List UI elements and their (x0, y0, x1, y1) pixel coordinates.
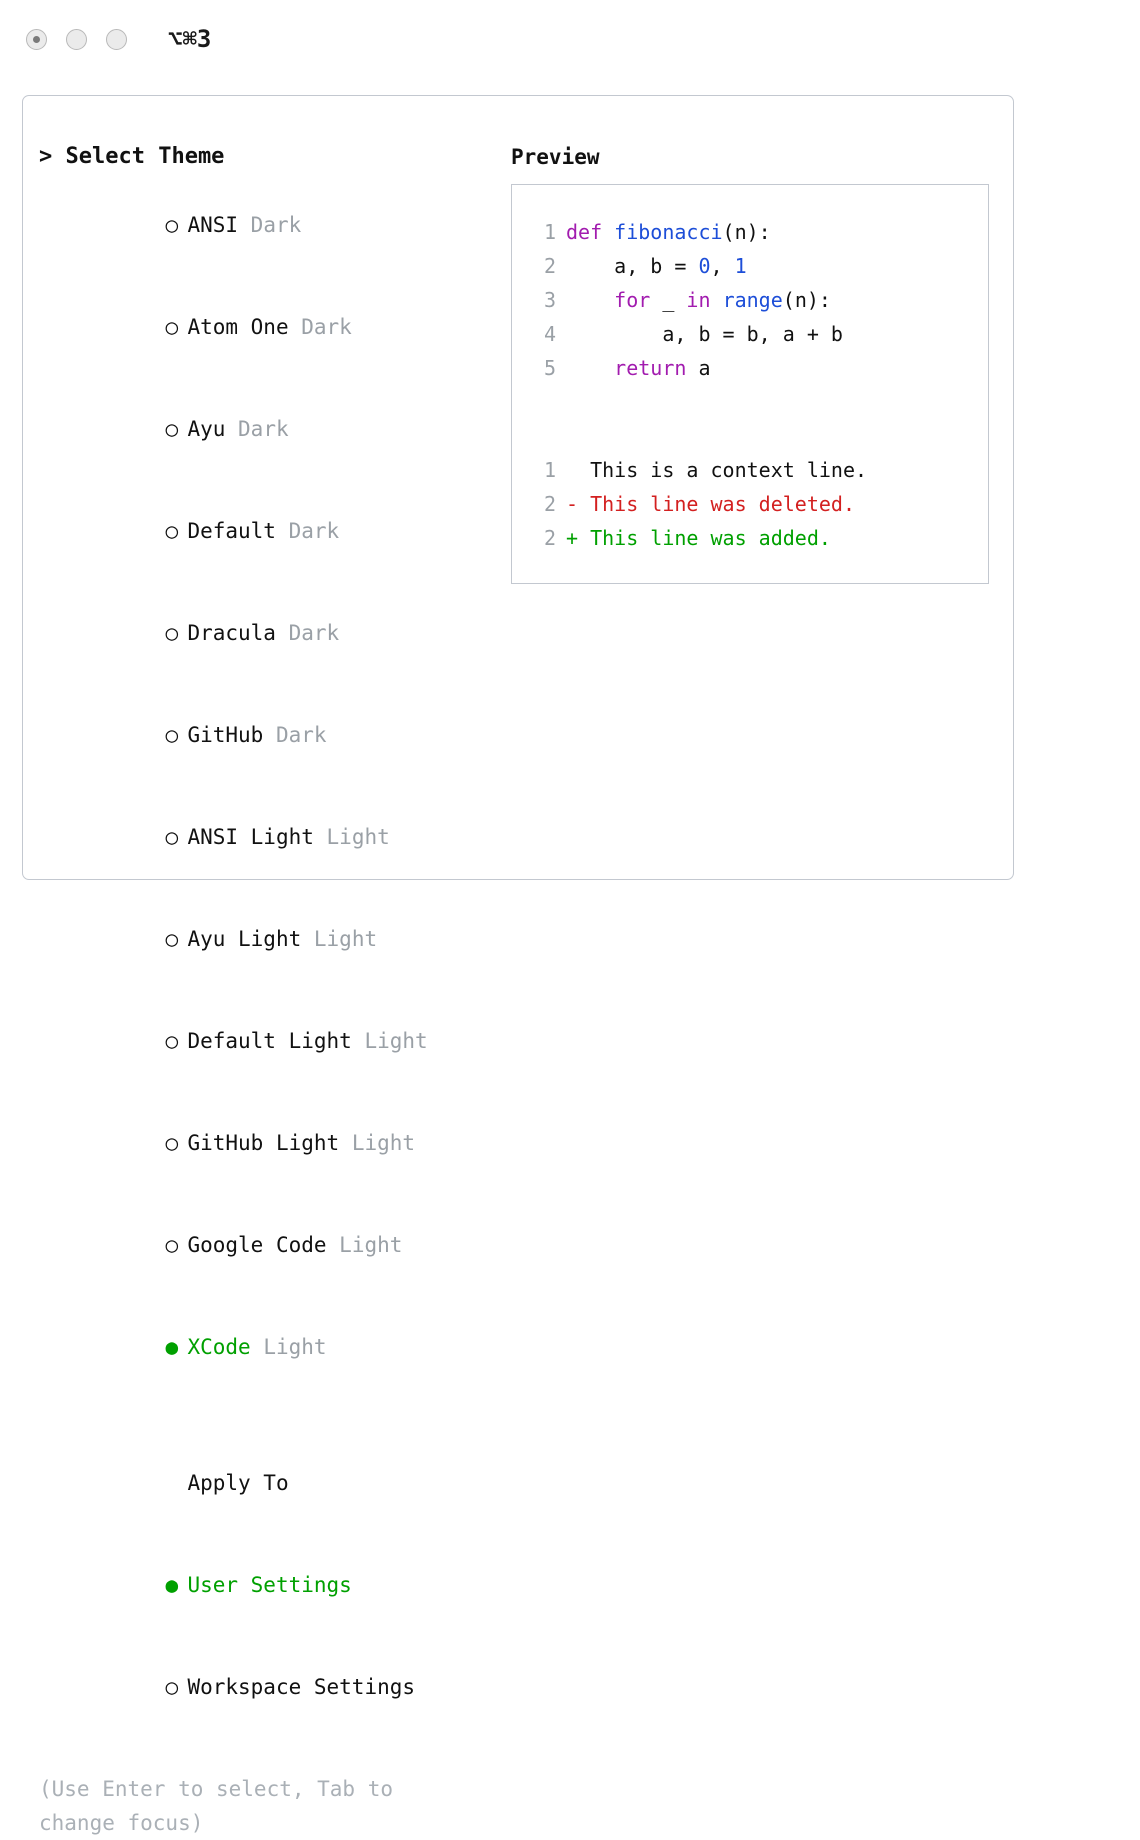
code-token: 0 (698, 254, 711, 278)
code-token: a, b = b, a + b (566, 322, 843, 346)
diff-sign: - (566, 492, 579, 516)
preview-spacer (530, 385, 988, 419)
radio-selected-icon: ● (165, 1573, 179, 1597)
diff-text: This line was added. (578, 526, 831, 550)
main-panel (22, 95, 1014, 1835)
apply-to-option-label: User Settings (187, 1573, 352, 1597)
theme-variant: Dark (250, 213, 302, 237)
theme-variant: Dark (238, 417, 289, 441)
code-token: def (566, 220, 615, 244)
close-dot-icon[interactable] (26, 29, 47, 50)
code-token: in (686, 288, 711, 312)
theme-list-item[interactable] (39, 174, 489, 276)
theme-variant: Light (263, 1335, 327, 1359)
code-line (530, 283, 988, 317)
window-titlebar (0, 0, 1140, 78)
diff-sign (566, 458, 578, 482)
radio-icon: ○ (165, 519, 179, 543)
code-token: , (710, 254, 735, 278)
code-line (530, 215, 988, 249)
theme-label: Google Code (187, 1233, 327, 1257)
radio-icon: ○ (165, 417, 179, 441)
theme-list-item[interactable] (39, 888, 489, 990)
minimize-dot-icon[interactable] (66, 29, 87, 50)
code-token: (n): (722, 220, 771, 244)
radio-selected-icon: ● (165, 1335, 179, 1359)
theme-list-item[interactable] (39, 378, 489, 480)
keyboard-hint-text: (Use Enter to select, Tab to change focus) (39, 1777, 406, 1835)
diff-line-deleted (530, 487, 988, 521)
line-number: 2 (543, 492, 556, 516)
apply-to-option-user-settings[interactable] (39, 1534, 489, 1636)
code-token: fibonacci (614, 220, 723, 244)
radio-icon: ○ (165, 1233, 179, 1257)
diff-line-added (530, 521, 988, 555)
theme-variant: Light (326, 825, 390, 849)
preview-box (511, 184, 989, 584)
theme-list-item[interactable] (39, 786, 489, 888)
line-number: 1 (543, 458, 556, 482)
code-token: range (722, 288, 783, 312)
theme-list-item[interactable] (39, 1092, 489, 1194)
diff-line-context (530, 453, 988, 487)
code-token: 1 (734, 254, 747, 278)
code-token: a (686, 356, 711, 380)
code-line (530, 249, 988, 283)
theme-variant: Dark (301, 315, 352, 339)
radio-icon: ○ (165, 1131, 179, 1155)
close-dot-inner (33, 36, 40, 43)
code-token: a, b = (566, 254, 699, 278)
code-token: _ (650, 288, 687, 312)
code-token: return (614, 356, 687, 380)
theme-variant: Dark (288, 621, 340, 645)
theme-list-item-selected[interactable] (39, 1296, 489, 1398)
theme-list-item[interactable] (39, 684, 489, 786)
diff-sign: + (566, 526, 579, 550)
theme-variant: Light (364, 1029, 428, 1053)
theme-label: Atom One (187, 315, 289, 339)
select-theme-heading: > Select Theme (39, 144, 225, 169)
theme-label: Ayu Light (187, 927, 302, 951)
code-token (566, 356, 614, 380)
apply-to-label: Apply To (187, 1471, 289, 1495)
keyboard-shortcut-label: ⌥⌘3 (168, 25, 212, 53)
theme-variant: Light (339, 1233, 403, 1257)
apply-to-heading (39, 1432, 489, 1534)
maximize-dot-icon[interactable] (106, 29, 127, 50)
theme-list-item[interactable] (39, 990, 489, 1092)
radio-icon: ○ (165, 315, 179, 339)
line-number: 2 (543, 526, 556, 550)
theme-list-item[interactable] (39, 276, 489, 378)
radio-icon: ○ (165, 213, 179, 237)
radio-icon: ○ (165, 723, 179, 747)
line-number: 1 (543, 220, 556, 244)
theme-label: Default (187, 519, 276, 543)
radio-icon: ○ (165, 1029, 179, 1053)
preview-spacer (530, 419, 988, 453)
theme-variant: Dark (275, 723, 327, 747)
radio-icon: ○ (165, 927, 179, 951)
apply-to-option-workspace-settings[interactable] (39, 1636, 489, 1738)
theme-label: ANSI (187, 213, 239, 237)
code-token: (n): (782, 288, 831, 312)
apply-to-option-label: Workspace Settings (187, 1675, 416, 1699)
theme-variant: Light (351, 1131, 416, 1155)
preview-heading: Preview (511, 145, 600, 169)
theme-label: Default Light (187, 1029, 352, 1053)
diff-text: This line was deleted. (578, 492, 855, 516)
theme-label: Ayu (187, 417, 226, 441)
theme-label: Dracula (187, 621, 276, 645)
line-number: 2 (543, 254, 556, 278)
diff-text: This is a context line. (578, 458, 868, 482)
line-number: 5 (543, 356, 556, 380)
preview-column (489, 140, 1013, 1840)
radio-icon: ○ (165, 825, 179, 849)
theme-list-item[interactable] (39, 582, 489, 684)
theme-label: XCode (187, 1335, 251, 1359)
theme-variant: Light (313, 927, 378, 951)
theme-list-item[interactable] (39, 1194, 489, 1296)
radio-icon: ○ (165, 621, 179, 645)
theme-variant: Dark (288, 519, 340, 543)
code-token (566, 288, 614, 312)
panel-columns (23, 96, 1013, 1840)
theme-label: ANSI Light (187, 825, 314, 849)
code-line (530, 317, 988, 351)
line-number: 4 (543, 322, 556, 346)
theme-label: GitHub Light (187, 1131, 340, 1155)
line-number: 3 (543, 288, 556, 312)
radio-icon: ○ (165, 1675, 179, 1699)
theme-list-item[interactable] (39, 480, 489, 582)
code-token (711, 288, 723, 312)
theme-label: GitHub (187, 723, 264, 747)
code-line (530, 351, 988, 385)
code-token: for (614, 288, 651, 312)
theme-list-column (39, 140, 489, 1840)
